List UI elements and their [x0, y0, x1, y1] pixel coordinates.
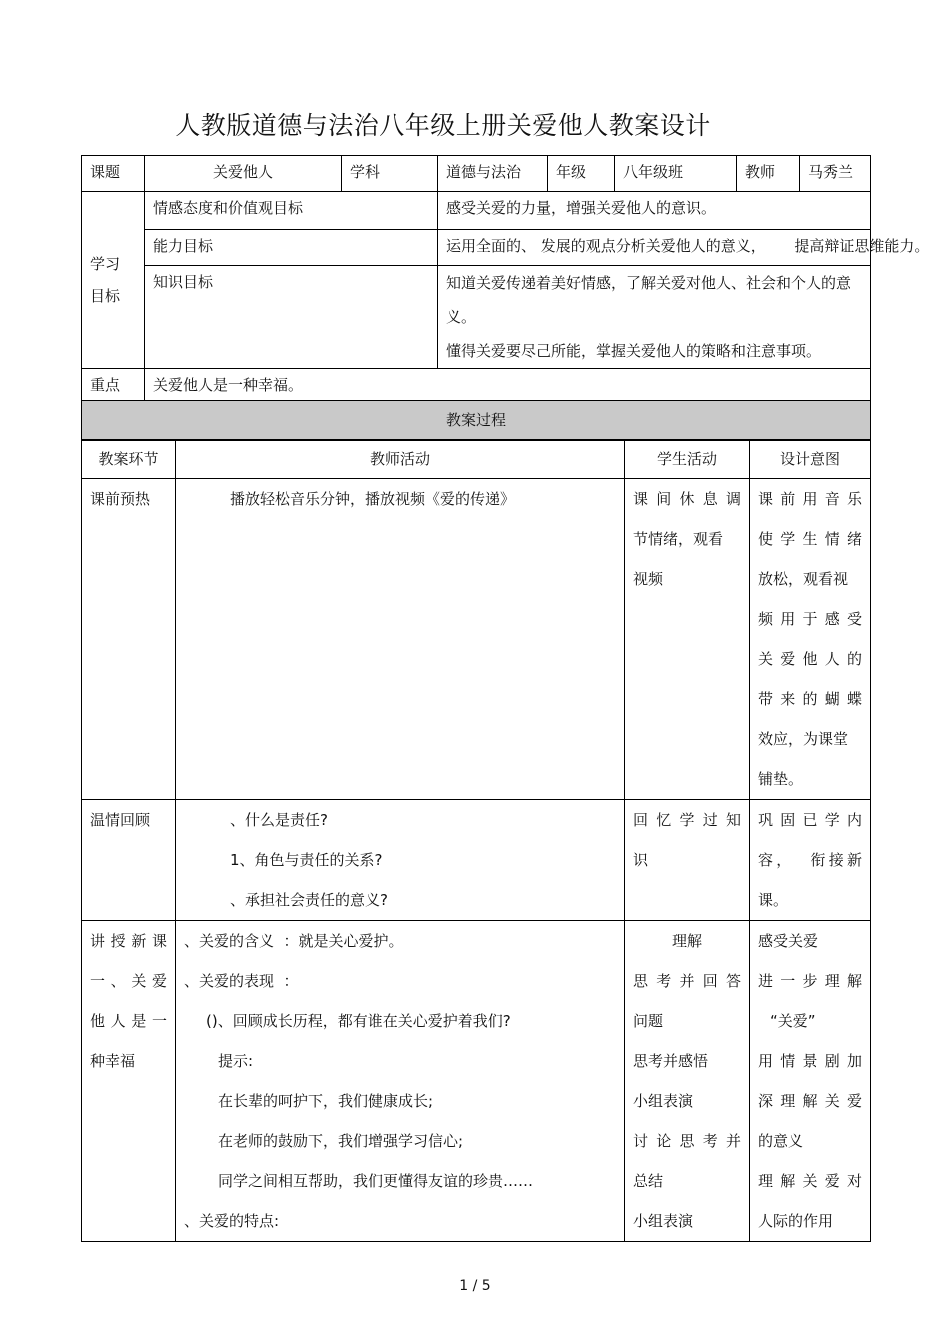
stage-cell: 课前预热 [82, 479, 176, 800]
process-header-row [82, 440, 871, 479]
goal-row-knowledge [82, 266, 871, 369]
design-intent-cell: 课前用音乐 使学生情绪 放松，观看视 频用于感受 关爱他人的 带来的蝴蝶 效应，为课堂 铺垫。 [750, 479, 871, 800]
knowledge-goal-value: 知道关爱传递着美好情感，了解关爱对他人、社会和个人的意义。 懂得关爱要尽己所能，掌握关爱他人的策略和注意事项。 [438, 266, 871, 369]
info-table [81, 155, 930, 441]
teacher-activity-cell: 播放轻松音乐分钟，播放视频《爱的传递》 [176, 479, 625, 800]
header-stage: 教案环节 [82, 440, 176, 479]
process-table [81, 400, 871, 1242]
key-point-value: 关爱他人是一种幸福。 [145, 369, 871, 405]
teacher-activity-cell: 、关爱的含义 ：就是关心爱护。 、关爱的表现 ： ()、回顾成长历程，都有谁在关心爱护着我们? 提示: 在长辈的呵护下，我们健康成长; 在老师的鼓励下，我们增强学习信心; 同学之间相互帮助，我们更懂得友谊的珍贵…… 、关爱的特点: [176, 921, 625, 1242]
student-activity-cell: 回忆学过知 识 [625, 800, 750, 921]
knowledge-goal-label: 知识目标 [145, 266, 438, 369]
grade-label: 年级 [548, 156, 615, 192]
teacher-activity-cell: 、什么是责任? 1、角色与责任的关系? 、承担社会责任的意义? [176, 800, 625, 921]
ability-goal-label: 能力目标 [145, 230, 438, 266]
subject-value: 道德与法治 [438, 156, 548, 192]
goals-label: 学习 目标 [82, 192, 145, 369]
info-row [82, 156, 871, 192]
design-intent-cell: 感受关爱 进一步理解 “关爱” 用情景剧加 深理解关爱 的意义 理解关爱对 人际的作用 [750, 921, 871, 1242]
process-row-review [82, 800, 871, 921]
process-band: 教案过程 [82, 401, 871, 440]
student-activity-cell: 理解 思考并回答 问题 思考并感悟 小组表演 讨论思考并 总结 小组表演 [625, 921, 750, 1242]
goal-row-ability [82, 230, 871, 266]
page-number: 1 / 5 [459, 1278, 491, 1294]
topic-label: 课题 [82, 156, 145, 192]
goal-row-emotion [82, 192, 871, 230]
teacher-label: 教师 [737, 156, 800, 192]
emotion-goal-label: 情感态度和价值观目标 [145, 192, 438, 230]
student-activity-cell: 课间休息调 节情绪，观看 视频 [625, 479, 750, 800]
header-intent: 设计意图 [750, 440, 871, 479]
process-band-row [82, 401, 871, 440]
emotion-goal-value: 感受关爱的力量，增强关爱他人的意识。 [438, 192, 871, 230]
ability-goal-value: 运用全面的、 发展的观点分析关爱他人的意义， 提高辩证思维能力。 [438, 230, 871, 266]
stage-cell: 温情回顾 [82, 800, 176, 921]
subject-label: 学科 [342, 156, 438, 192]
document-title: 人教版道德与法治八年级上册关爱他人教案设计 [175, 111, 711, 140]
process-row-new-lesson [82, 921, 871, 1242]
header-student: 学生活动 [625, 440, 750, 479]
design-intent-cell: 巩固已学内 容， 衔接新 课。 [750, 800, 871, 921]
stage-cell: 讲授新课 一、关爱 他人是一 种幸福 [82, 921, 176, 1242]
topic-value: 关爱他人 [145, 156, 342, 192]
key-point-label: 重点 [82, 369, 145, 405]
process-row-warmup [82, 479, 871, 800]
grade-value: 八年级班 [615, 156, 737, 192]
header-teacher: 教师活动 [176, 440, 625, 479]
teacher-value: 马秀兰 [800, 156, 871, 192]
